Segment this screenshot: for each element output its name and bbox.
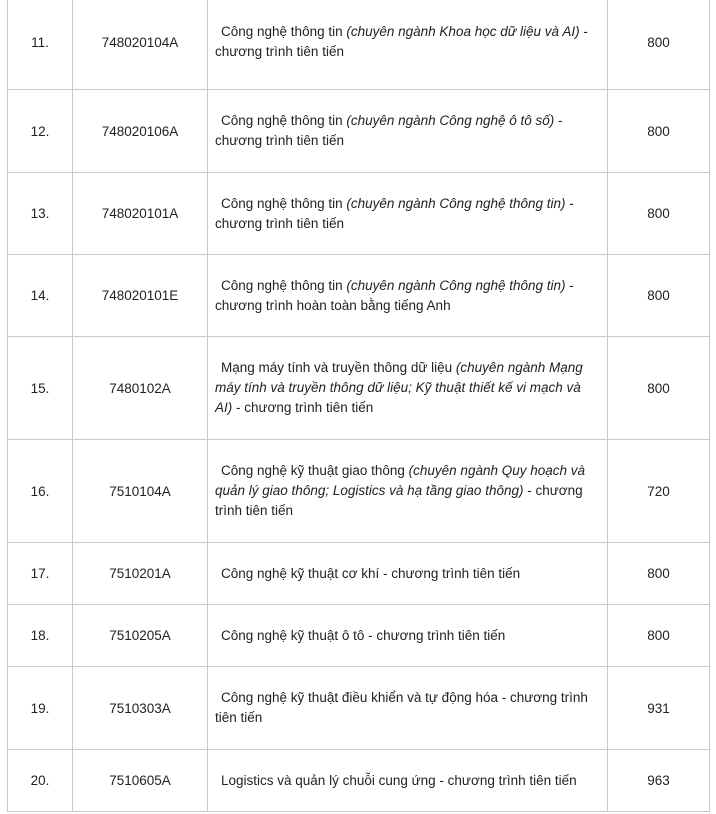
row-number: 12. <box>8 90 73 173</box>
program-code: 7510303A <box>73 667 208 750</box>
table-row <box>8 255 710 337</box>
row-number: 20. <box>8 750 73 812</box>
row-number: 11. <box>8 0 73 90</box>
table-row <box>8 173 710 255</box>
program-code: 748020106A <box>73 90 208 173</box>
program-name: Công nghệ kỹ thuật điều khiển và tự động hóa - chương trình tiên tiến <box>208 667 608 750</box>
score: 720 <box>608 440 710 543</box>
admission-score-table <box>7 0 710 812</box>
program-code: 7510605A <box>73 750 208 812</box>
program-code: 7480102A <box>73 337 208 440</box>
row-number: 17. <box>8 543 73 605</box>
row-number: 15. <box>8 337 73 440</box>
table-row <box>8 0 710 90</box>
program-code: 7510104A <box>73 440 208 543</box>
table-row <box>8 750 710 812</box>
program-name: Công nghệ thông tin (chuyên ngành Công nghệ ô tô số) - chương trình tiên tiến <box>208 90 608 173</box>
score: 800 <box>608 337 710 440</box>
program-name: Công nghệ thông tin (chuyên ngành Công nghệ thông tin) - chương trình tiên tiến <box>208 173 608 255</box>
table-row <box>8 90 710 173</box>
program-name: Công nghệ thông tin (chuyên ngành Công nghệ thông tin) - chương trình hoàn toàn bằng tiếng Anh <box>208 255 608 337</box>
program-name: Công nghệ kỹ thuật cơ khí - chương trình tiên tiến <box>208 543 608 605</box>
table-row <box>8 440 710 543</box>
score: 800 <box>608 255 710 337</box>
score: 931 <box>608 667 710 750</box>
program-code: 7510201A <box>73 543 208 605</box>
program-code: 748020101A <box>73 173 208 255</box>
table-row <box>8 543 710 605</box>
program-name: Công nghệ kỹ thuật ô tô - chương trình tiên tiến <box>208 605 608 667</box>
row-number: 13. <box>8 173 73 255</box>
row-number: 19. <box>8 667 73 750</box>
program-code: 748020101E <box>73 255 208 337</box>
table-row <box>8 605 710 667</box>
score: 800 <box>608 0 710 90</box>
score: 800 <box>608 90 710 173</box>
score: 963 <box>608 750 710 812</box>
score: 800 <box>608 173 710 255</box>
row-number: 14. <box>8 255 73 337</box>
score: 800 <box>608 605 710 667</box>
program-name: Công nghệ thông tin (chuyên ngành Khoa học dữ liệu và AI) - chương trình tiên tiến <box>208 0 608 90</box>
table-row <box>8 337 710 440</box>
program-code: 748020104A <box>73 0 208 90</box>
score: 800 <box>608 543 710 605</box>
table-row <box>8 667 710 750</box>
row-number: 16. <box>8 440 73 543</box>
program-name: Mạng máy tính và truyền thông dữ liệu (chuyên ngành Mạng máy tính và truyền thông dữ liệu; Kỹ thuật thiết kế vi mạch và AI) - chương trình tiên tiến <box>208 337 608 440</box>
program-name: Logistics và quản lý chuỗi cung ứng - chương trình tiên tiến <box>208 750 608 812</box>
program-name: Công nghệ kỹ thuật giao thông (chuyên ngành Quy hoạch và quản lý giao thông; Logistics và hạ tầng giao thông) - chương trình tiên tiến <box>208 440 608 543</box>
program-code: 7510205A <box>73 605 208 667</box>
row-number: 18. <box>8 605 73 667</box>
